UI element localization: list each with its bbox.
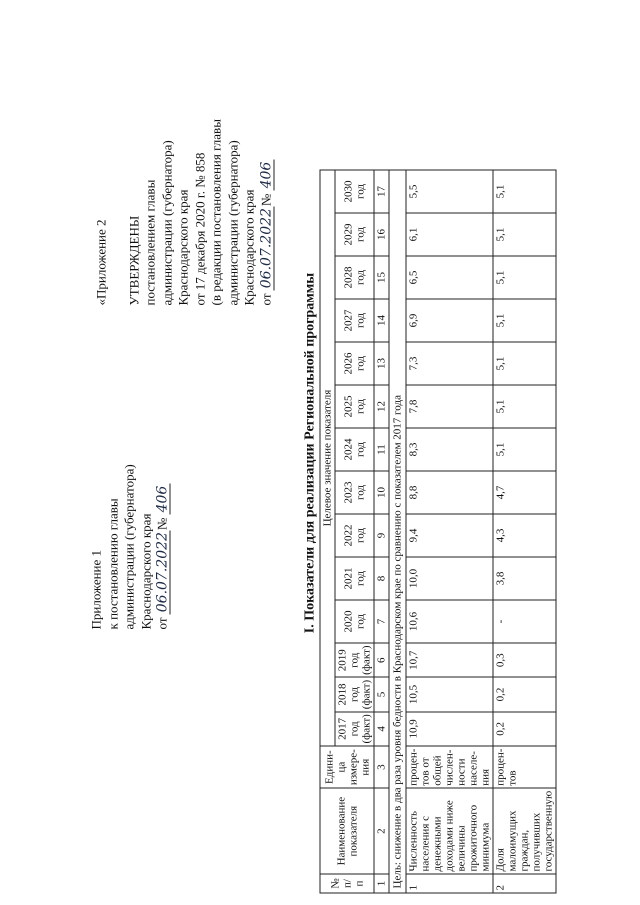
from-label: от xyxy=(154,616,169,629)
header-target-value: Целевое значение показателя xyxy=(320,170,335,746)
table-row xyxy=(406,170,493,893)
value-cell: - xyxy=(493,600,556,643)
appendix-2-line: Краснодарского края xyxy=(175,189,190,305)
value-cell: 10,9 xyxy=(406,711,493,745)
appendix-1-block xyxy=(88,464,171,629)
value-cell: 5,1 xyxy=(493,299,556,342)
value-cell: 6,1 xyxy=(406,213,493,256)
number-sign: № xyxy=(154,517,169,530)
approved-label: УТВЕРЖДЕНЫ xyxy=(125,215,141,305)
year-header: 2028 год xyxy=(335,256,374,299)
appendix-2-block xyxy=(93,119,274,305)
year-header: 2025 год xyxy=(335,385,374,428)
appendix-2-line: Краснодарского края xyxy=(241,189,256,305)
value-cell: 8,3 xyxy=(406,428,493,471)
number-sign: № xyxy=(257,193,273,206)
appendix-2-date-line xyxy=(258,119,275,305)
appendix-1-line: к постановлению главы xyxy=(104,497,120,629)
value-cell: 0,2 xyxy=(493,677,556,711)
appendix-2-line: администрации (губернатора) xyxy=(224,139,240,305)
column-number: 5 xyxy=(374,677,389,711)
value-cell: 7,8 xyxy=(406,385,493,428)
column-number: 10 xyxy=(374,471,389,514)
year-header: 2021 год xyxy=(335,557,374,600)
value-cell: 6,5 xyxy=(406,256,493,299)
value-cell: 5,1 xyxy=(493,170,556,213)
year-header: 2027 год xyxy=(335,299,374,342)
year-header: 2018 год (факт) xyxy=(335,677,374,711)
value-cell: 3,8 xyxy=(493,557,556,600)
column-number: 14 xyxy=(374,299,389,342)
appendix-1-line: администрации (губернатора) xyxy=(121,463,136,629)
column-number: 15 xyxy=(374,256,389,299)
column-number: 16 xyxy=(374,213,389,256)
year-header: 2030 год xyxy=(335,170,374,213)
appendix-2-line: постановлением главы xyxy=(142,179,157,305)
year-header: 2017 год (факт) xyxy=(335,711,374,745)
section-title: I. Показатели для реализации Региональной программы xyxy=(302,272,317,633)
value-cell: 10,5 xyxy=(406,677,493,711)
handwritten-date: 06.07.2022 xyxy=(154,531,170,612)
header-row-1 xyxy=(320,170,335,893)
appendix-1-date-line xyxy=(154,464,171,629)
row-number: 1 xyxy=(406,874,493,893)
header-number: № п/п xyxy=(320,874,374,893)
column-number: 3 xyxy=(374,746,389,788)
column-number: 8 xyxy=(374,557,389,600)
table-row xyxy=(493,170,556,893)
column-number: 2 xyxy=(374,788,389,874)
year-header: 2023 год xyxy=(335,471,374,514)
value-cell: 8,8 xyxy=(406,471,493,514)
row-number: 2 xyxy=(493,874,556,893)
from-label: от xyxy=(257,292,273,305)
value-cell: 5,1 xyxy=(493,428,556,471)
column-number: 1 xyxy=(374,874,389,893)
column-number: 12 xyxy=(374,385,389,428)
indicator-name: Доля малоимущих граждан, получивших государственную xyxy=(493,788,556,874)
appendix-2-line: от 17 декабря 2020 г. № 858 xyxy=(191,152,207,305)
indicator-name: Численность населения с денежными доходами ниже величины прожиточного минимума xyxy=(406,788,493,874)
value-cell: 10,6 xyxy=(406,600,493,643)
appendix-1-title: Приложение 1 xyxy=(88,549,103,629)
appendix-2-line: администрации (губернатора) xyxy=(158,139,174,305)
column-number: 17 xyxy=(374,170,389,213)
column-number: 9 xyxy=(374,514,389,557)
handwritten-date: 06.07.2022 xyxy=(257,207,274,288)
year-header: 2026 год xyxy=(335,342,374,385)
value-cell: 6,9 xyxy=(406,299,493,342)
value-cell: 5,1 xyxy=(493,342,556,385)
value-cell: 0,3 xyxy=(493,643,556,677)
value-cell: 5,1 xyxy=(493,256,556,299)
year-header: 2024 год xyxy=(335,428,374,471)
appendix-1-line: Краснодарского края xyxy=(137,513,153,629)
value-cell: 9,4 xyxy=(406,514,493,557)
value-cell: 4,7 xyxy=(493,471,556,514)
appendix-2-line: (в редакции постановления главы xyxy=(208,118,223,305)
column-number-row xyxy=(374,170,389,893)
handwritten-number: 406 xyxy=(257,161,274,188)
unit-cell: процен-тов xyxy=(493,746,556,788)
value-cell: 10,7 xyxy=(406,643,493,677)
value-cell: 5,1 xyxy=(493,213,556,256)
column-number: 4 xyxy=(374,711,389,745)
year-header: 2020 год xyxy=(335,600,374,643)
goal-row xyxy=(389,170,406,893)
header-indicator-name: Наименование показателя xyxy=(320,788,374,874)
unit-cell: процен-тов от общей числен-ности населе-ния xyxy=(406,746,493,788)
year-header: 2029 год xyxy=(335,213,374,256)
year-header: 2022 год xyxy=(335,514,374,557)
column-number: 11 xyxy=(374,428,389,471)
header-unit: Едини-ца измере-ния xyxy=(320,746,374,788)
indicators-table xyxy=(319,169,556,893)
value-cell: 5,1 xyxy=(493,385,556,428)
handwritten-number: 406 xyxy=(154,485,170,512)
column-number: 7 xyxy=(374,600,389,643)
value-cell: 5,5 xyxy=(406,170,493,213)
year-header: 2019 год (факт) xyxy=(335,643,374,677)
value-cell: 4,3 xyxy=(493,514,556,557)
appendix-2-title: «Приложение 2 xyxy=(93,218,108,305)
column-number: 13 xyxy=(374,342,389,385)
column-number: 6 xyxy=(374,643,389,677)
goal-text: Цель: снижение в два раза уровня бедности в Краснодарском крае по сравнению с показателем 2017 года xyxy=(389,170,406,893)
value-cell: 7,3 xyxy=(406,342,493,385)
value-cell: 0,2 xyxy=(493,711,556,745)
value-cell: 10,0 xyxy=(406,557,493,600)
